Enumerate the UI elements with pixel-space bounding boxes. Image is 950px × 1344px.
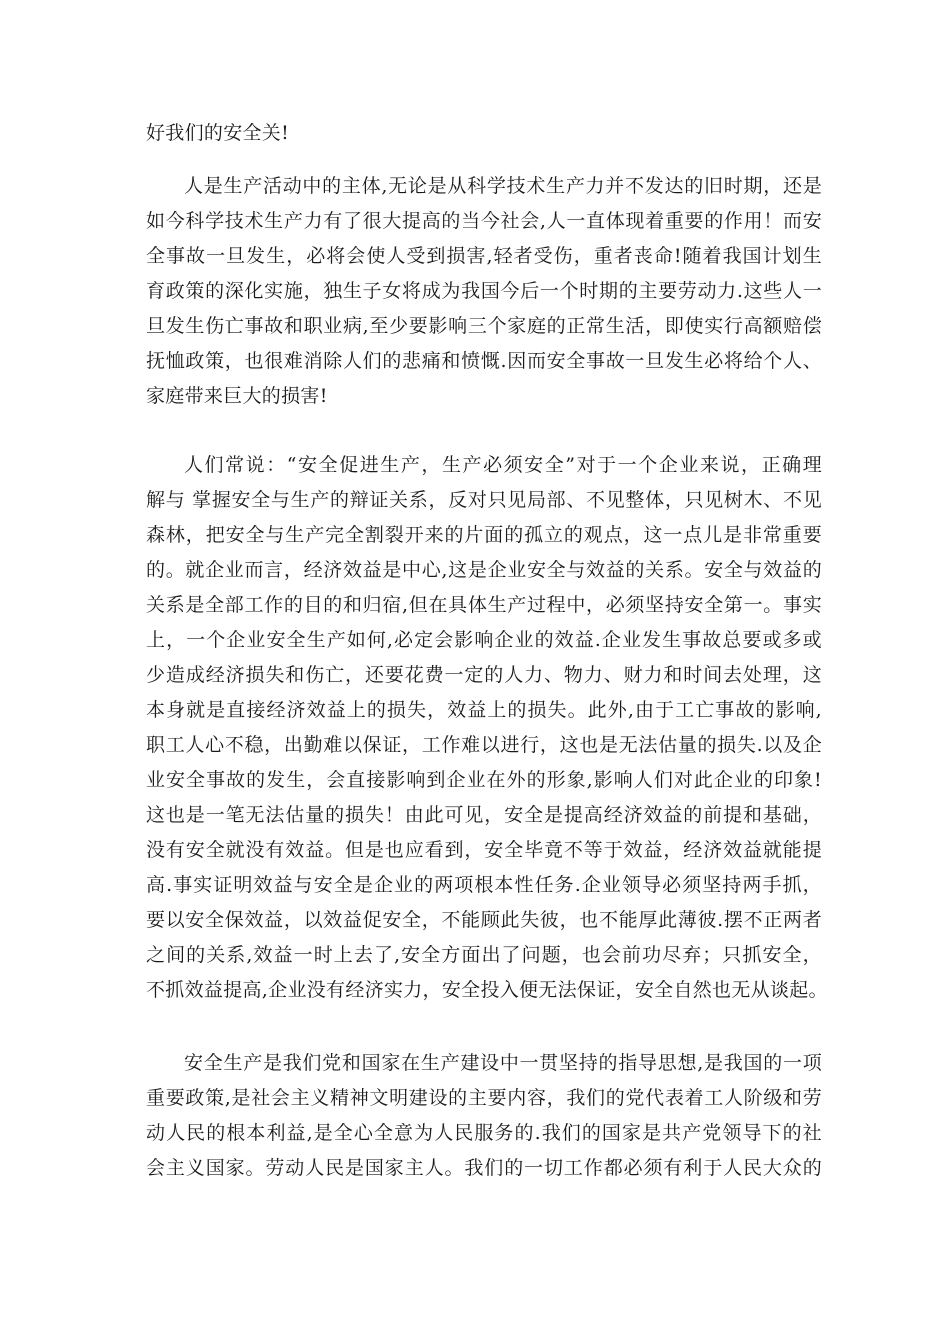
text-line: 高.事实证明效益与安全是企业的两项根本性任务.企业领导必须坚持两手抓， [146, 874, 822, 896]
text-line: 好我们的安全关! [146, 122, 290, 144]
text-line: 不抓效益提高,企业没有经济实力，安全投入便无法保证，安全自然也无从谈起。 [146, 979, 828, 1001]
text-line: 全事故一旦发生，必将会使人受到损害,轻者受伤，重者丧命!随着我国计划生 [146, 245, 822, 267]
text-line: 人们常说：“安全促进生产，生产必须安全”对于一个企业来说，正确理 [184, 454, 822, 476]
text-line: 少造成经济损失和伤亡，还要花费一定的人力、物力、财力和时间去处理，这 [146, 664, 822, 686]
text-line: 这也是一笔无法估量的损失！由此可见，安全是提高经济效益的前提和基础， [146, 804, 822, 826]
text-line: 没有安全就没有效益。但是也应看到，安全毕竟不等于效益，经济效益就能提 [146, 839, 822, 861]
text-line: 的。就企业而言，经济效益是中心,这是企业安全与效益的关系。安全与效益的 [146, 559, 822, 581]
text-line: 上，一个企业安全生产如何,必定会影响企业的效益.企业发生事故总要或多或 [146, 629, 822, 651]
text-line: 安全生产是我们党和国家在生产建设中一贯坚持的指导思想,是我国的一项 [184, 1052, 822, 1074]
text-line: 业安全事故的发生，会直接影响到企业在外的形象,影响人们对此企业的印象! [146, 769, 822, 791]
text-line: 动人民的根本利益,是全心全意为人民服务的.我们的国家是共产党领导下的社 [146, 1122, 822, 1144]
text-line: 职工人心不稳，出勤难以保证，工作难以进行，这也是无法估量的损失.以及企 [146, 734, 822, 756]
text-line: 本身就是直接经济效益上的损失，效益上的损失。此外,由于工亡事故的影响, [146, 699, 822, 721]
paragraph-safety-and-production [146, 448, 828, 1008]
text-line: 家庭带来巨大的损害! [146, 385, 328, 407]
text-line: 育政策的深化实施，独生子女将成为我国今后一个时期的主要劳动力.这些人一 [146, 280, 822, 302]
text-line: 如今科学技术生产力有了很大提高的当今社会,人一直体现着重要的作用！而安 [146, 210, 822, 232]
text-line: 要以安全保效益，以效益促安全，不能顾此失彼，也不能厚此薄彼.摆不正两者 [146, 909, 822, 931]
text-line: 抚恤政策，也很难消除人们的悲痛和愤慨.因而安全事故一旦发生必将给个人、 [146, 350, 822, 372]
text-line: 关系是全部工作的目的和归宿,但在具体生产过程中，必须坚持安全第一。事实 [146, 594, 822, 616]
text-line: 森林，把安全与生产完全割裂开来的片面的孤立的观点，这一点儿是非常重要 [146, 524, 822, 546]
text-line: 会主义国家。劳动人民是国家主人。我们的一切工作都必须有利于人民大众的 [146, 1157, 822, 1179]
text-line: 旦发生伤亡事故和职业病,至少要影响三个家庭的正常生活，即使实行高额赔偿 [146, 315, 822, 337]
text-line: 解与 掌握安全与生产的辩证关系，反对只见局部、不见整体，只见树木、不见 [146, 489, 822, 511]
text-line: 重要政策,是社会主义精神文明建设的主要内容，我们的党代表着工人阶级和劳 [146, 1087, 822, 1109]
text-line: 之间的关系,效益一时上去了,安全方面出了问题，也会前功尽弃；只抓安全， [146, 944, 822, 966]
paragraph-party-and-state [146, 1046, 822, 1186]
text-line: 人是生产活动中的主体,无论是从科学技术生产力并不发达的旧时期，还是 [184, 175, 822, 197]
paragraph-continuation [146, 116, 822, 151]
paragraph-human-subject [146, 169, 822, 414]
